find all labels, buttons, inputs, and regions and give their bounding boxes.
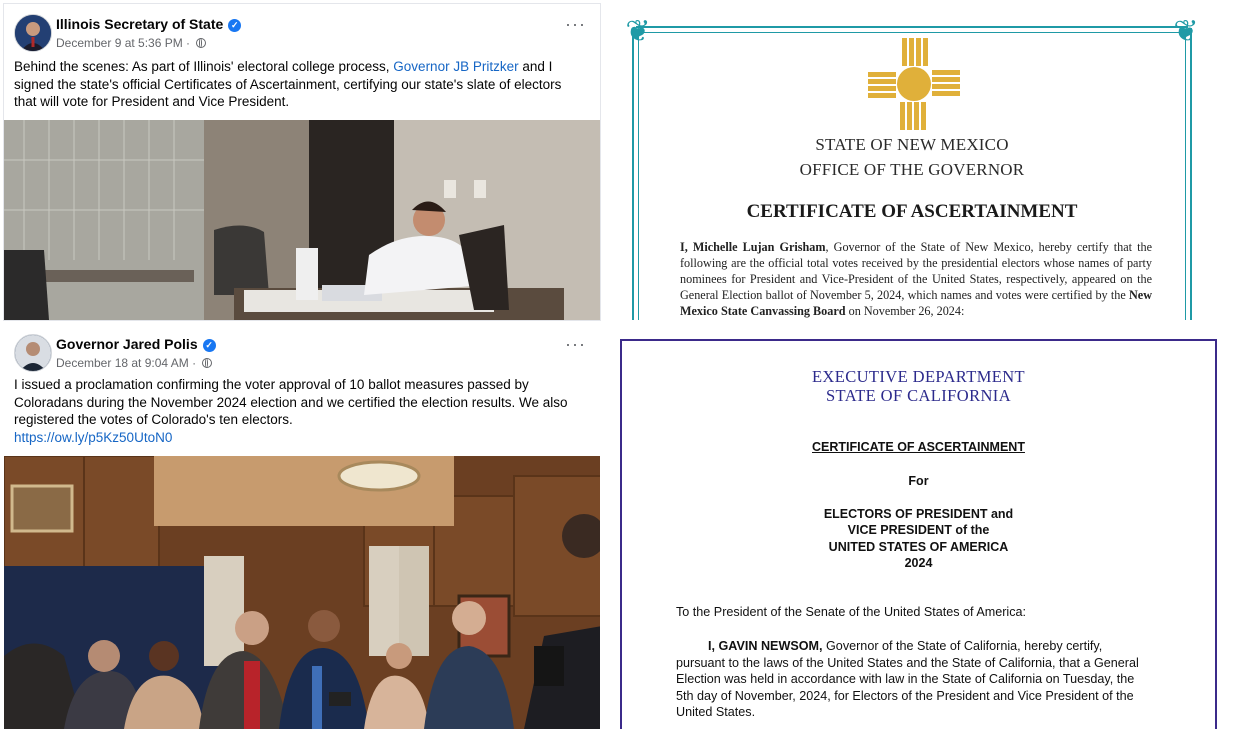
more-options-icon[interactable]: ··· [565, 334, 586, 354]
facebook-post-illinois [4, 4, 600, 320]
more-options-icon[interactable]: ··· [565, 14, 586, 34]
nm-certificate-title: CERTIFICATE OF ASCERTAINMENT [746, 201, 1078, 222]
post-author[interactable]: Governor Jared Polis ✓ [56, 336, 216, 352]
post-header [14, 14, 600, 54]
ca-certificate-body: I, GAVIN NEWSOM, Governor of the State of California, hereby certify, pursuant to the laws of the United States and the State of California, that a General Election was held in accordance with law in the State of California on Tuesday, the 5th day of November, 2024, for Electors of the President and Vice President of the United States. [676, 639, 1139, 719]
verified-badge-icon: ✓ [228, 19, 241, 32]
border-line [636, 32, 1188, 33]
nm-certificate-body: I, Michelle Lujan Grisham, Governor of the State of New Mexico, hereby certify that the following are the official total votes received by the presidential electors whose names of party nominees for President and Vice-President of the United States, respectively, appeared on the General Election ballot of November 5, 2024, which names and votes were certified by the New Mexico State Canvassing Board on November 26, 2024: [680, 240, 1152, 318]
post-header [14, 334, 600, 374]
ca-electors-line1: ELECTORS OF PRESIDENT and [823, 507, 1014, 521]
post-timestamp[interactable]: December 9 at 5:36 PM · [56, 36, 206, 50]
ca-electors-line2: VICE PRESIDENT of the [847, 523, 990, 537]
post-link[interactable]: https://ow.ly/p5Kz50UtoN0 [14, 429, 173, 445]
post-timestamp[interactable]: December 18 at 9:04 AM · [56, 356, 212, 370]
verified-badge-icon: ✓ [203, 339, 216, 352]
post-text: Behind the scenes: As part of Illinois' electoral college process, Governor JB Pritzker and I signed the state's official Certificates of Ascertainment, certifying our state's slate of electors that will vote for President and Vice President. [14, 59, 562, 109]
ca-salutation: To the President of the Senate of the United States of America: [676, 605, 1027, 619]
mention-link[interactable]: Governor JB Pritzker [393, 59, 519, 74]
post-photo-signing[interactable] [4, 120, 600, 320]
globe-icon [202, 358, 212, 368]
zia-sun-symbol [868, 38, 960, 130]
nm-office-heading: OFFICE OF THE GOVERNOR [799, 160, 1025, 179]
ca-certificate-title: CERTIFICATE OF ASCERTAINMENT [812, 440, 1025, 454]
post-text: I issued a proclamation confirming the voter approval of 10 ballot measures passed by Coloradans during the November 2024 election and we certified the election results. We also registered the votes of Colorado's ten electors. https://ow.ly/p5Kz50UtoN0 [14, 376, 586, 446]
post-author[interactable]: Illinois Secretary of State ✓ [56, 16, 241, 32]
nm-state-heading: STATE OF NEW MEXICO [815, 135, 1009, 154]
facebook-post-colorado [4, 324, 600, 729]
ca-electors-line3: UNITED STATES OF AMERICA [828, 540, 1009, 554]
ca-for: For [908, 474, 929, 488]
globe-icon [196, 38, 206, 48]
border-line [636, 26, 1188, 28]
avatar[interactable] [14, 14, 52, 52]
avatar[interactable] [14, 334, 52, 372]
ca-year: 2024 [904, 556, 933, 570]
post-photo-certification[interactable] [4, 456, 600, 729]
ca-department-heading: EXECUTIVE DEPARTMENT [811, 367, 1026, 386]
new-mexico-certificate [614, 8, 1210, 320]
ca-state-heading: STATE OF CALIFORNIA [825, 386, 1012, 405]
ornament-corner-icon: ❦ [625, 15, 651, 48]
ornament-corner-icon: ❦ [1173, 15, 1199, 48]
california-certificate [620, 339, 1217, 729]
